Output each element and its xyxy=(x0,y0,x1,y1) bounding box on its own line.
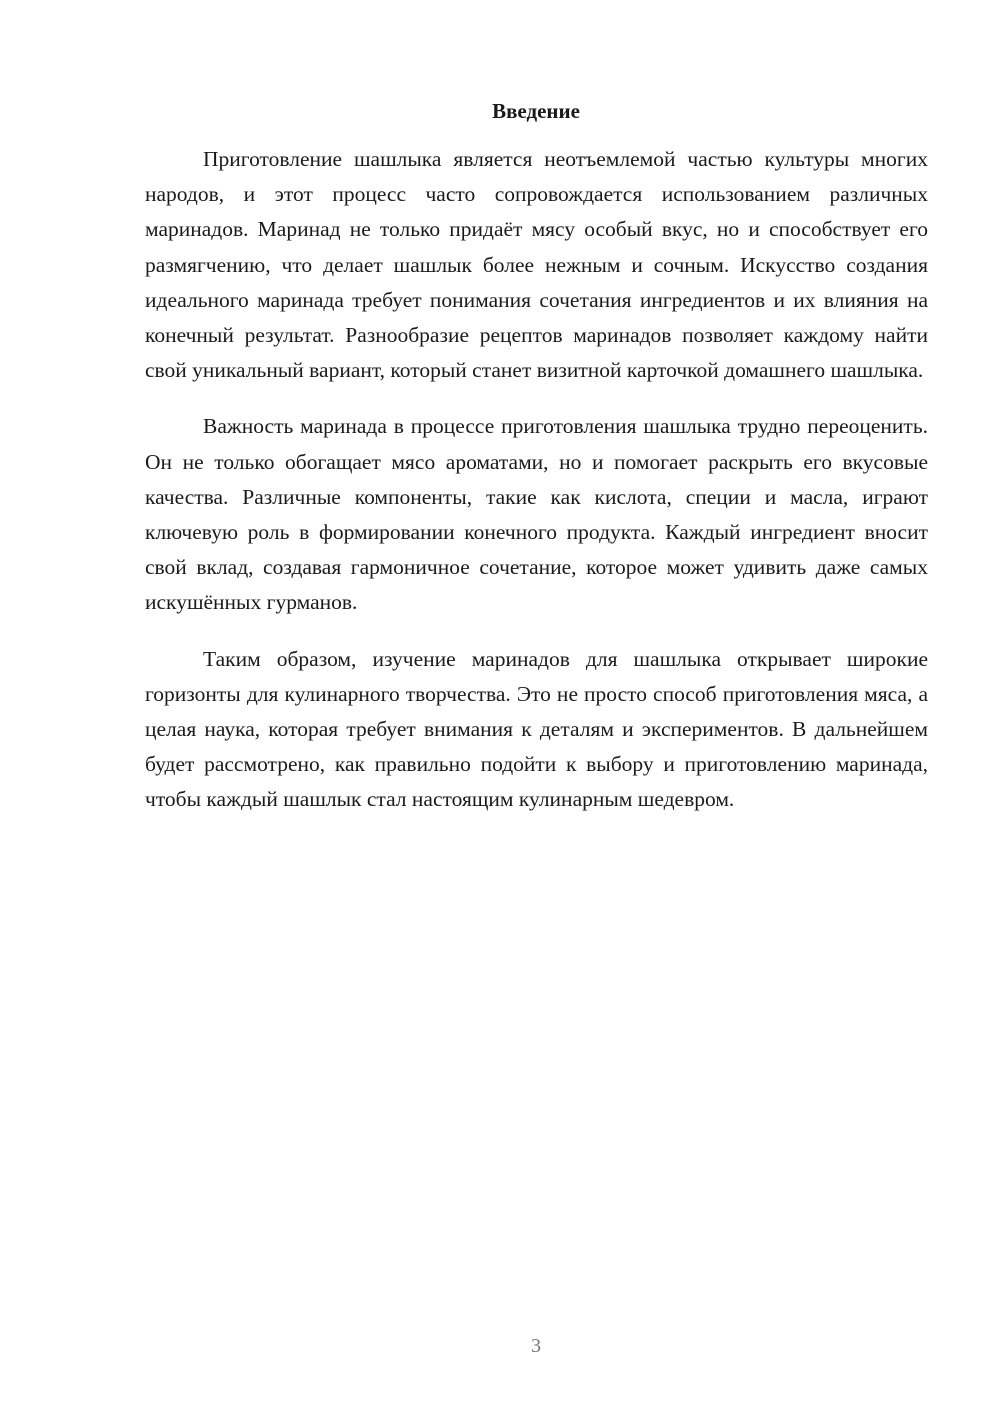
section-heading: Введение xyxy=(492,99,580,123)
paragraph-3: Таким образом, изучение маринадов для шашлыка открывает широкие горизонты для кулинарного творчества. Это не просто способ приготовления мяса, а целая наука, которая требует внимания к деталям и экспериментов. В дальнейшем будет рассмотрено, как правильно подойти к выбору и приготовлению маринада, чтобы каждый шашлык стал настоящим кулинарным шедевром. xyxy=(145,646,928,812)
page-number: 3 xyxy=(531,1335,541,1357)
body-text xyxy=(145,142,928,818)
paragraph-2: Важность маринада в процессе приготовления шашлыка трудно переоценить. Он не только обогащает мясо ароматами, но и помогает раскрыть его вкусовые качества. Различные компоненты, такие как кислота, специи и масла, играют ключевую роль в формировании конечного продукта. Каждый ингредиент вносит свой вклад, создавая гармоничное сочетание, которое может удивить даже самых искушённых гурманов. xyxy=(145,414,928,615)
paragraph-1: Приготовление шашлыка является неотъемлемой частью культуры многих народов, и этот процесс часто сопровождается использованием различных маринадов. Маринад не только придаёт мясу особый вкус, но и способствует его размягчению, что делает шашлык более нежным и сочным. Искусство создания идеального маринада требует понимания сочетания ингредиентов и их влияния на конечный результат. Разнообразие рецептов маринадов позволяет каждому найти свой уникальный вариант, который станет визитной карточкой домашнего шашлыка. xyxy=(145,147,928,383)
